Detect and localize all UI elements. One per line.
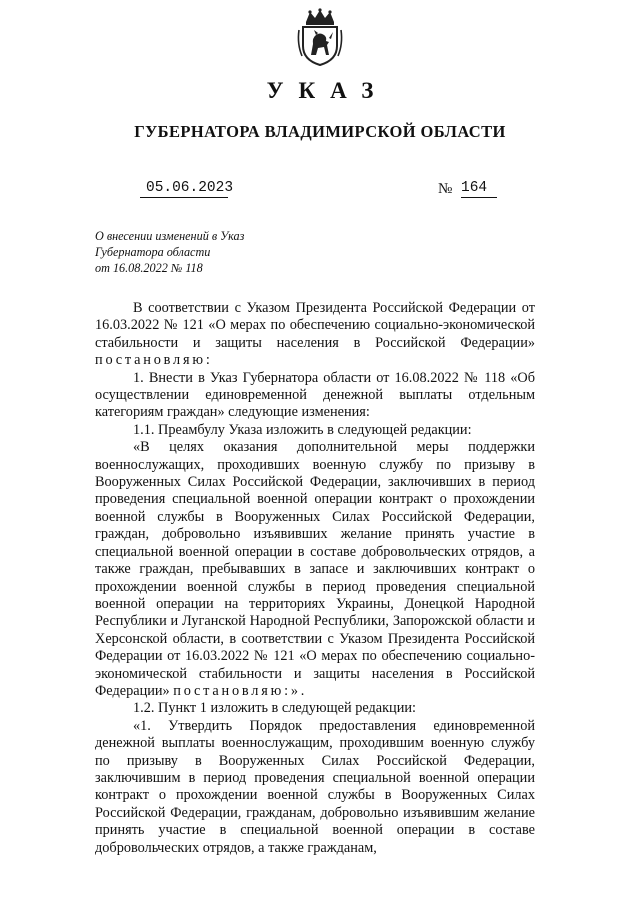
number-label: № [438, 181, 453, 197]
paragraph-item-1-1: 1.1. Преамбулу Указа изложить в следующей редакции: [133, 421, 472, 438]
paragraph-intro [95, 300, 535, 370]
preamble-decree-word: постановляю:». [173, 682, 308, 699]
document-subtitle: ГУБЕРНАТОРА ВЛАДИМИРСКОЙ ОБЛАСТИ [134, 122, 506, 141]
document-number: 164 [461, 180, 497, 198]
paragraph-preamble [95, 439, 535, 700]
paragraph-point-1: «1. Утвердить Порядок предоставления единовременной денежной выплаты военнослужащим, проходившим военную службу по призыву в Вооруженных Силах Российской Федерации, заключившим в период проведения специальной военной операции контракт о прохождении военной службы в Вооруженных Силах Российской Федерации, гражданам, добровольно изъявившим желание принять участие в специальной военной операции в составе добровольческих отрядов, а также гражданам, [95, 717, 535, 856]
coat-of-arms-icon [296, 8, 344, 66]
decree-word: постановляю: [95, 352, 213, 369]
reference-line: Губернатора области [95, 245, 211, 259]
reference-block [95, 228, 244, 276]
paragraph-item-1: 1. Внести в Указ Губернатора области от 16.08.2022 № 118 «Об осуществлении единовременной денежной выплаты отдельным категориям граждан» следующие изменения: [95, 369, 535, 421]
preamble-text: «В целях оказания дополнительной меры поддержки военнослужащих, проходивших военную службу по призыву в Вооруженных Силах Российской Федерации, заключивших в период проведения специальной военной операции контракт о прохождении военной службы в Вооруженных Силах Российской Федерации, граждан, добровольно изъявивших желание принять участие в специальной военной операции в составе добровольческих отрядов, а также граждан, пребывавших в запасе и заключивших контракт о прохождении военной службы в период проведения специальной военной операции на территориях Украины, Донецкой Народной Республики и Луганской Народной Республики, Запорожской области и Херсонской области, в соответствии с Указом Президента Российской Федерации от 16.03.2022 № 121 «О мерах по обеспечению социально-экономической стабильности и защиты населения в Российской Федерации» [95, 439, 535, 699]
reference-line: от 16.08.2022 № 118 [95, 261, 203, 275]
document-date: 05.06.2023 [140, 180, 228, 198]
paragraph-item-1-2: 1.2. Пункт 1 изложить в следующей редакции: [133, 700, 416, 717]
document-title: УКАЗ [266, 78, 389, 103]
reference-line: О внесении изменений в Указ [95, 229, 245, 243]
document-body [95, 300, 535, 857]
intro-text: В соответствии с Указом Президента Российской Федерации от 16.03.2022 № 121 «О мерах по обеспечению социально-экономической стабильности и защиты населения в Российской Федерации» [95, 300, 535, 351]
